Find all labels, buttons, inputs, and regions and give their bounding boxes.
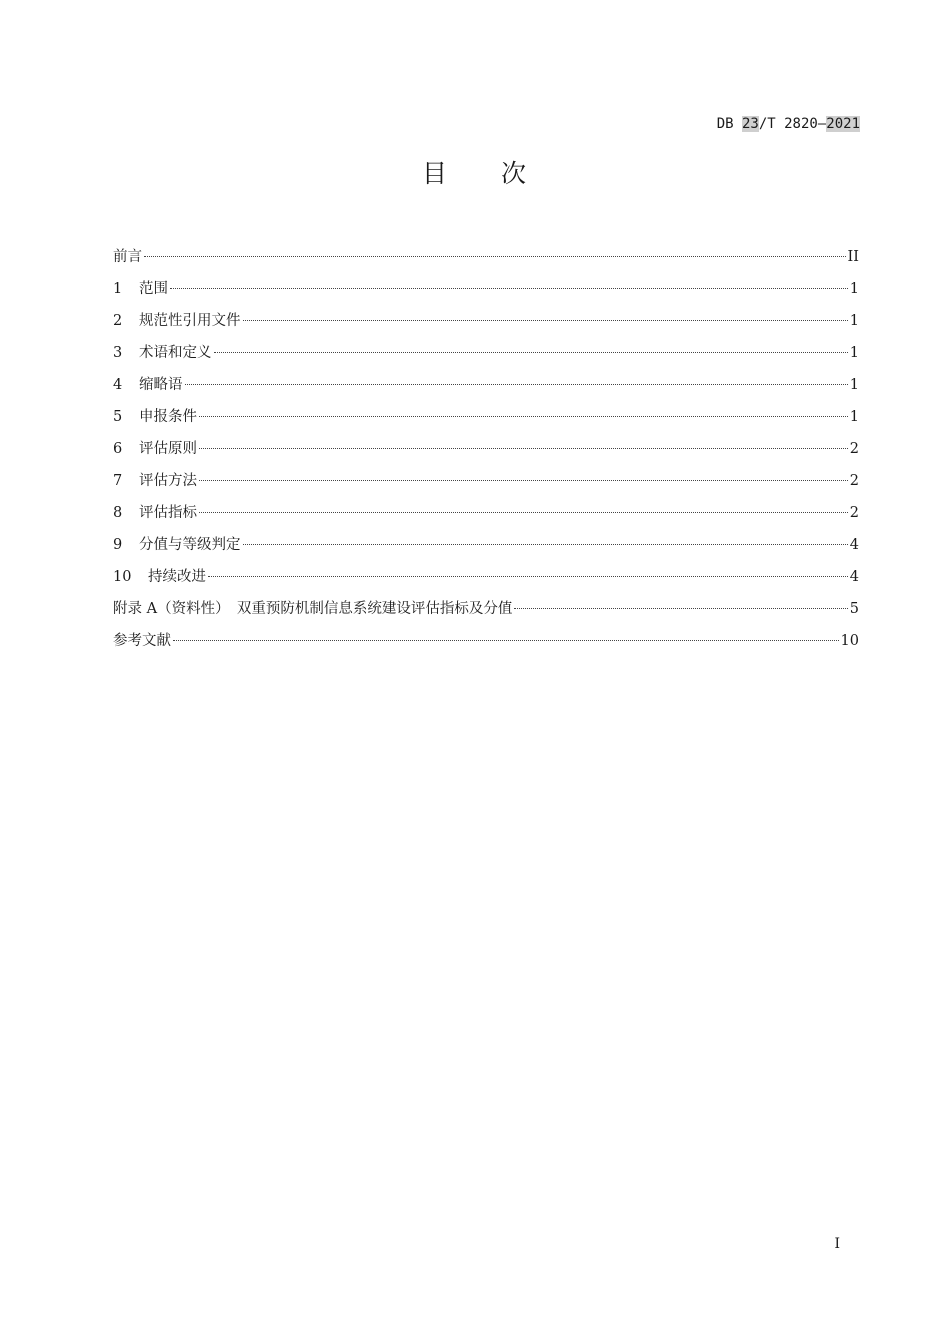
document-code-year: 2021 [826, 116, 860, 132]
toc-leader-dots [199, 480, 848, 481]
toc-leader-dots [514, 608, 847, 609]
document-code-region: 23 [741, 116, 759, 132]
document-code [717, 114, 860, 134]
toc-entry-page: 1 [849, 313, 859, 329]
toc-entry-7[interactable] [113, 470, 859, 502]
toc-entry-8[interactable] [113, 502, 859, 534]
toc-entry-10[interactable] [113, 566, 859, 598]
toc-entry-label: 前言 [113, 249, 142, 265]
page-title-char-1: 目 [421, 159, 449, 188]
toc-leader-dots [199, 512, 848, 513]
toc-entry-label: 附录 A（资料性） 双重预防机制信息系统建设评估指标及分值 [113, 601, 513, 617]
toc-entry-number: 5 [113, 409, 123, 425]
toc-entry-label: 分值与等级判定 [139, 537, 241, 553]
toc-entry-page: 4 [849, 537, 859, 553]
toc-entry-page: 1 [849, 377, 859, 393]
toc-entry-number: 1 [113, 281, 123, 297]
toc-entry-label: 范围 [139, 281, 168, 297]
toc-entry-page: 5 [849, 601, 859, 617]
document-code-prefix: DB [716, 116, 742, 132]
toc-leader-dots [199, 416, 848, 417]
toc-entry-number: 2 [113, 313, 123, 329]
toc-leader-dots [199, 448, 848, 449]
toc-leader-dots [214, 352, 848, 353]
toc-entry-number: 8 [113, 505, 123, 521]
toc-entry-6[interactable] [113, 438, 859, 470]
toc-entry-label: 评估原则 [139, 441, 197, 457]
toc-entry-label: 规范性引用文件 [139, 313, 241, 329]
toc-entry-page: 1 [849, 345, 859, 361]
toc-leader-dots [243, 320, 848, 321]
toc-entry-4[interactable] [113, 374, 859, 406]
toc-entry-5[interactable] [113, 406, 859, 438]
toc-entry-1[interactable] [113, 278, 859, 310]
toc-entry-2[interactable] [113, 310, 859, 342]
toc-leader-dots [173, 640, 839, 641]
document-code-middle: /T 2820— [758, 116, 827, 132]
toc-entry-9[interactable] [113, 534, 859, 566]
toc-entry-number: 9 [113, 537, 123, 553]
toc-entry-number: 6 [113, 441, 123, 457]
toc-entry-3[interactable] [113, 342, 859, 374]
toc-entry-label: 申报条件 [139, 409, 197, 425]
toc-entry-number: 4 [113, 377, 123, 393]
toc-entry-page: 4 [849, 569, 859, 585]
toc-entry-label: 术语和定义 [139, 345, 212, 361]
toc-entry-page: 10 [840, 633, 859, 649]
toc-entry-label: 参考文献 [113, 633, 171, 649]
toc-entry-page: 2 [849, 473, 859, 489]
toc-leader-dots [170, 288, 848, 289]
toc-entry-page: 1 [849, 409, 859, 425]
toc-entry-label: 评估指标 [139, 505, 197, 521]
toc-entry-appendix-a[interactable] [113, 598, 859, 630]
toc-entry-page: 2 [849, 505, 859, 521]
toc-leader-dots [243, 544, 848, 545]
toc-entry-label: 缩略语 [139, 377, 183, 393]
toc-entry-number: 10 [113, 569, 132, 585]
toc-entry-number: 3 [113, 345, 123, 361]
toc-entry-label: 持续改进 [148, 569, 206, 585]
toc-leader-dots [208, 576, 848, 577]
toc-entry-page: 1 [849, 281, 859, 297]
page-title [0, 156, 950, 192]
toc-entry-page: 2 [849, 441, 859, 457]
toc-leader-dots [185, 384, 848, 385]
toc-entry-references[interactable] [113, 630, 859, 662]
toc-entry-page: II [847, 249, 859, 265]
footer-page-number: I [834, 1236, 840, 1252]
toc-entry-preface[interactable] [113, 246, 859, 278]
toc-leader-dots [144, 256, 846, 257]
page-title-char-2: 次 [501, 159, 529, 188]
toc-entry-label: 评估方法 [139, 473, 197, 489]
table-of-contents [113, 246, 859, 662]
toc-entry-number: 7 [113, 473, 123, 489]
